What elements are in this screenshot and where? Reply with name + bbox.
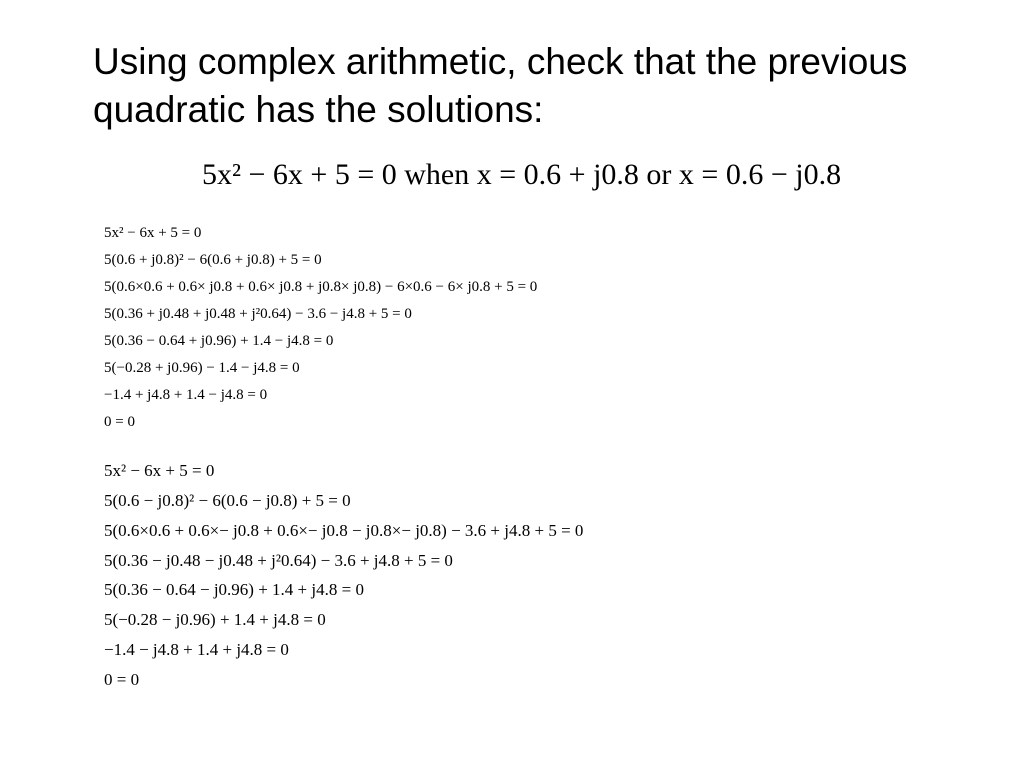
main-equation: 5x² − 6x + 5 = 0 when x = 0.6 + j0.8 or x = 0.6 − j0.8 (202, 158, 842, 191)
slide-title: Using complex arithmetic, check that the previous quadratic has the solutions: (93, 41, 908, 130)
